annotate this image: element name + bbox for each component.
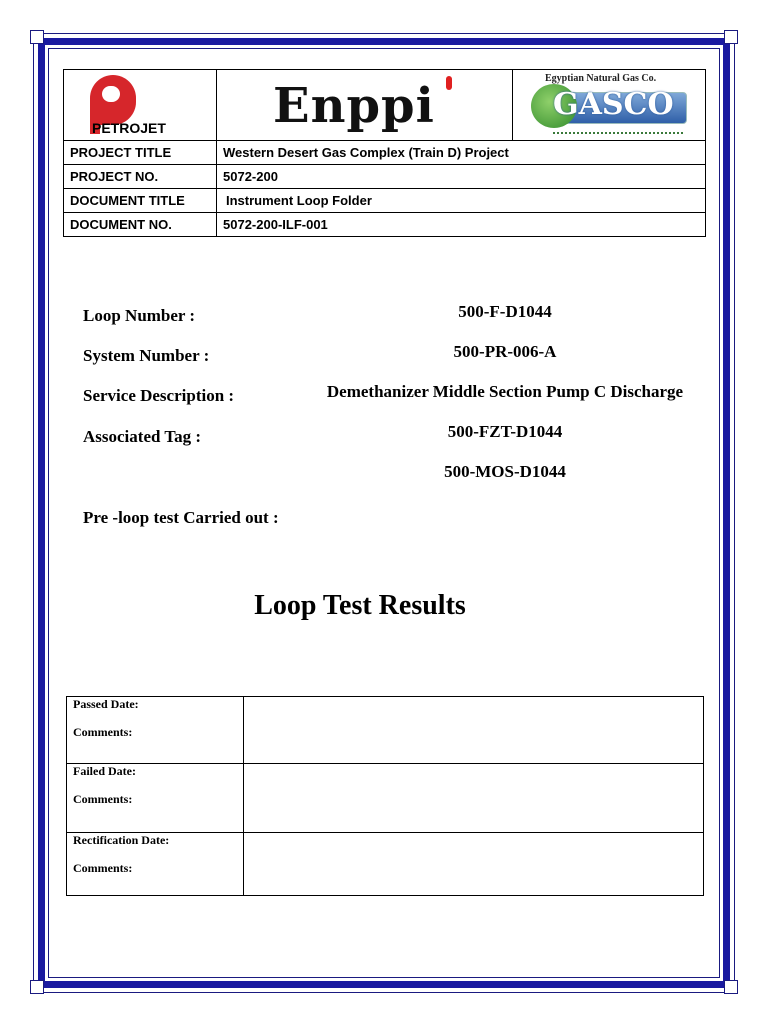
results-row-passed	[67, 697, 704, 764]
gasco-logo	[513, 70, 705, 140]
border-corner	[724, 980, 738, 994]
header-label: DOCUMENT TITLE	[64, 189, 217, 213]
pre-loop-test-label: Pre -loop test Carried out :	[83, 508, 279, 527]
header-row-project-no	[64, 165, 706, 189]
rectification-date-label: Rectification Date:	[73, 833, 170, 847]
header-value: Western Desert Gas Complex (Train D) Project	[217, 141, 706, 165]
enppi-logo-cell	[217, 70, 513, 141]
border-corner	[30, 980, 44, 994]
results-row-rectification	[67, 833, 704, 896]
header-value: Instrument Loop Folder	[217, 189, 706, 213]
document-header-table	[63, 69, 706, 237]
petrojet-logo-text: PETROJET	[92, 120, 166, 136]
header-row-project-title	[64, 141, 706, 165]
petrojet-logo-hole	[102, 86, 120, 102]
results-row-failed	[67, 764, 704, 833]
header-label: PROJECT NO.	[64, 165, 217, 189]
header-value: 5072-200	[217, 165, 706, 189]
header-value: 5072-200-ILF-001	[217, 213, 706, 237]
petrojet-logo-cell	[64, 70, 217, 141]
gasco-arabic-text	[553, 124, 683, 134]
border-corner	[724, 30, 738, 44]
gasco-logo-cell	[513, 70, 706, 141]
logo-row	[64, 70, 706, 141]
gasco-logo-text: GASCO	[553, 87, 674, 122]
service-description-value: Demethanizer Middle Section Pump C Discharge	[326, 382, 684, 401]
passed-entry-cell[interactable]	[244, 697, 704, 764]
results-label-cell	[67, 697, 244, 764]
comments-label: Comments:	[73, 792, 133, 806]
loop-number-label: Loop Number :	[83, 306, 196, 325]
associated-tag-value: 500-MOS-D1044	[444, 462, 566, 481]
enppi-logo-text: Enppi	[273, 78, 435, 134]
gasco-company-name: Egyptian Natural Gas Co.	[545, 73, 657, 84]
results-label-cell	[67, 833, 244, 896]
service-description-label: Service Description :	[83, 386, 235, 405]
loop-number-value: 500-F-D1044	[458, 302, 552, 321]
comments-label: Comments:	[73, 861, 133, 875]
header-label: DOCUMENT NO.	[64, 213, 217, 237]
header-row-document-title	[64, 189, 706, 213]
system-number-value: 500-PR-006-A	[453, 342, 557, 361]
associated-tag-label: Associated Tag :	[83, 427, 202, 446]
failed-date-label: Failed Date:	[73, 764, 136, 778]
results-label-cell	[67, 764, 244, 833]
failed-entry-cell[interactable]	[244, 764, 704, 833]
system-number-label: System Number :	[83, 346, 210, 365]
comments-label: Comments:	[73, 725, 133, 739]
associated-tag-value: 500-FZT-D1044	[447, 422, 563, 441]
border-corner	[30, 30, 44, 44]
header-row-document-no	[64, 213, 706, 237]
enppi-flame-icon	[446, 76, 452, 90]
petrojet-logo	[64, 70, 216, 140]
loop-test-results-table	[66, 696, 704, 896]
loop-test-results-title: Loop Test Results	[254, 590, 466, 621]
header-label: PROJECT TITLE	[64, 141, 217, 165]
rectification-entry-cell[interactable]	[244, 833, 704, 896]
passed-date-label: Passed Date:	[73, 697, 139, 711]
enppi-logo	[217, 70, 512, 140]
